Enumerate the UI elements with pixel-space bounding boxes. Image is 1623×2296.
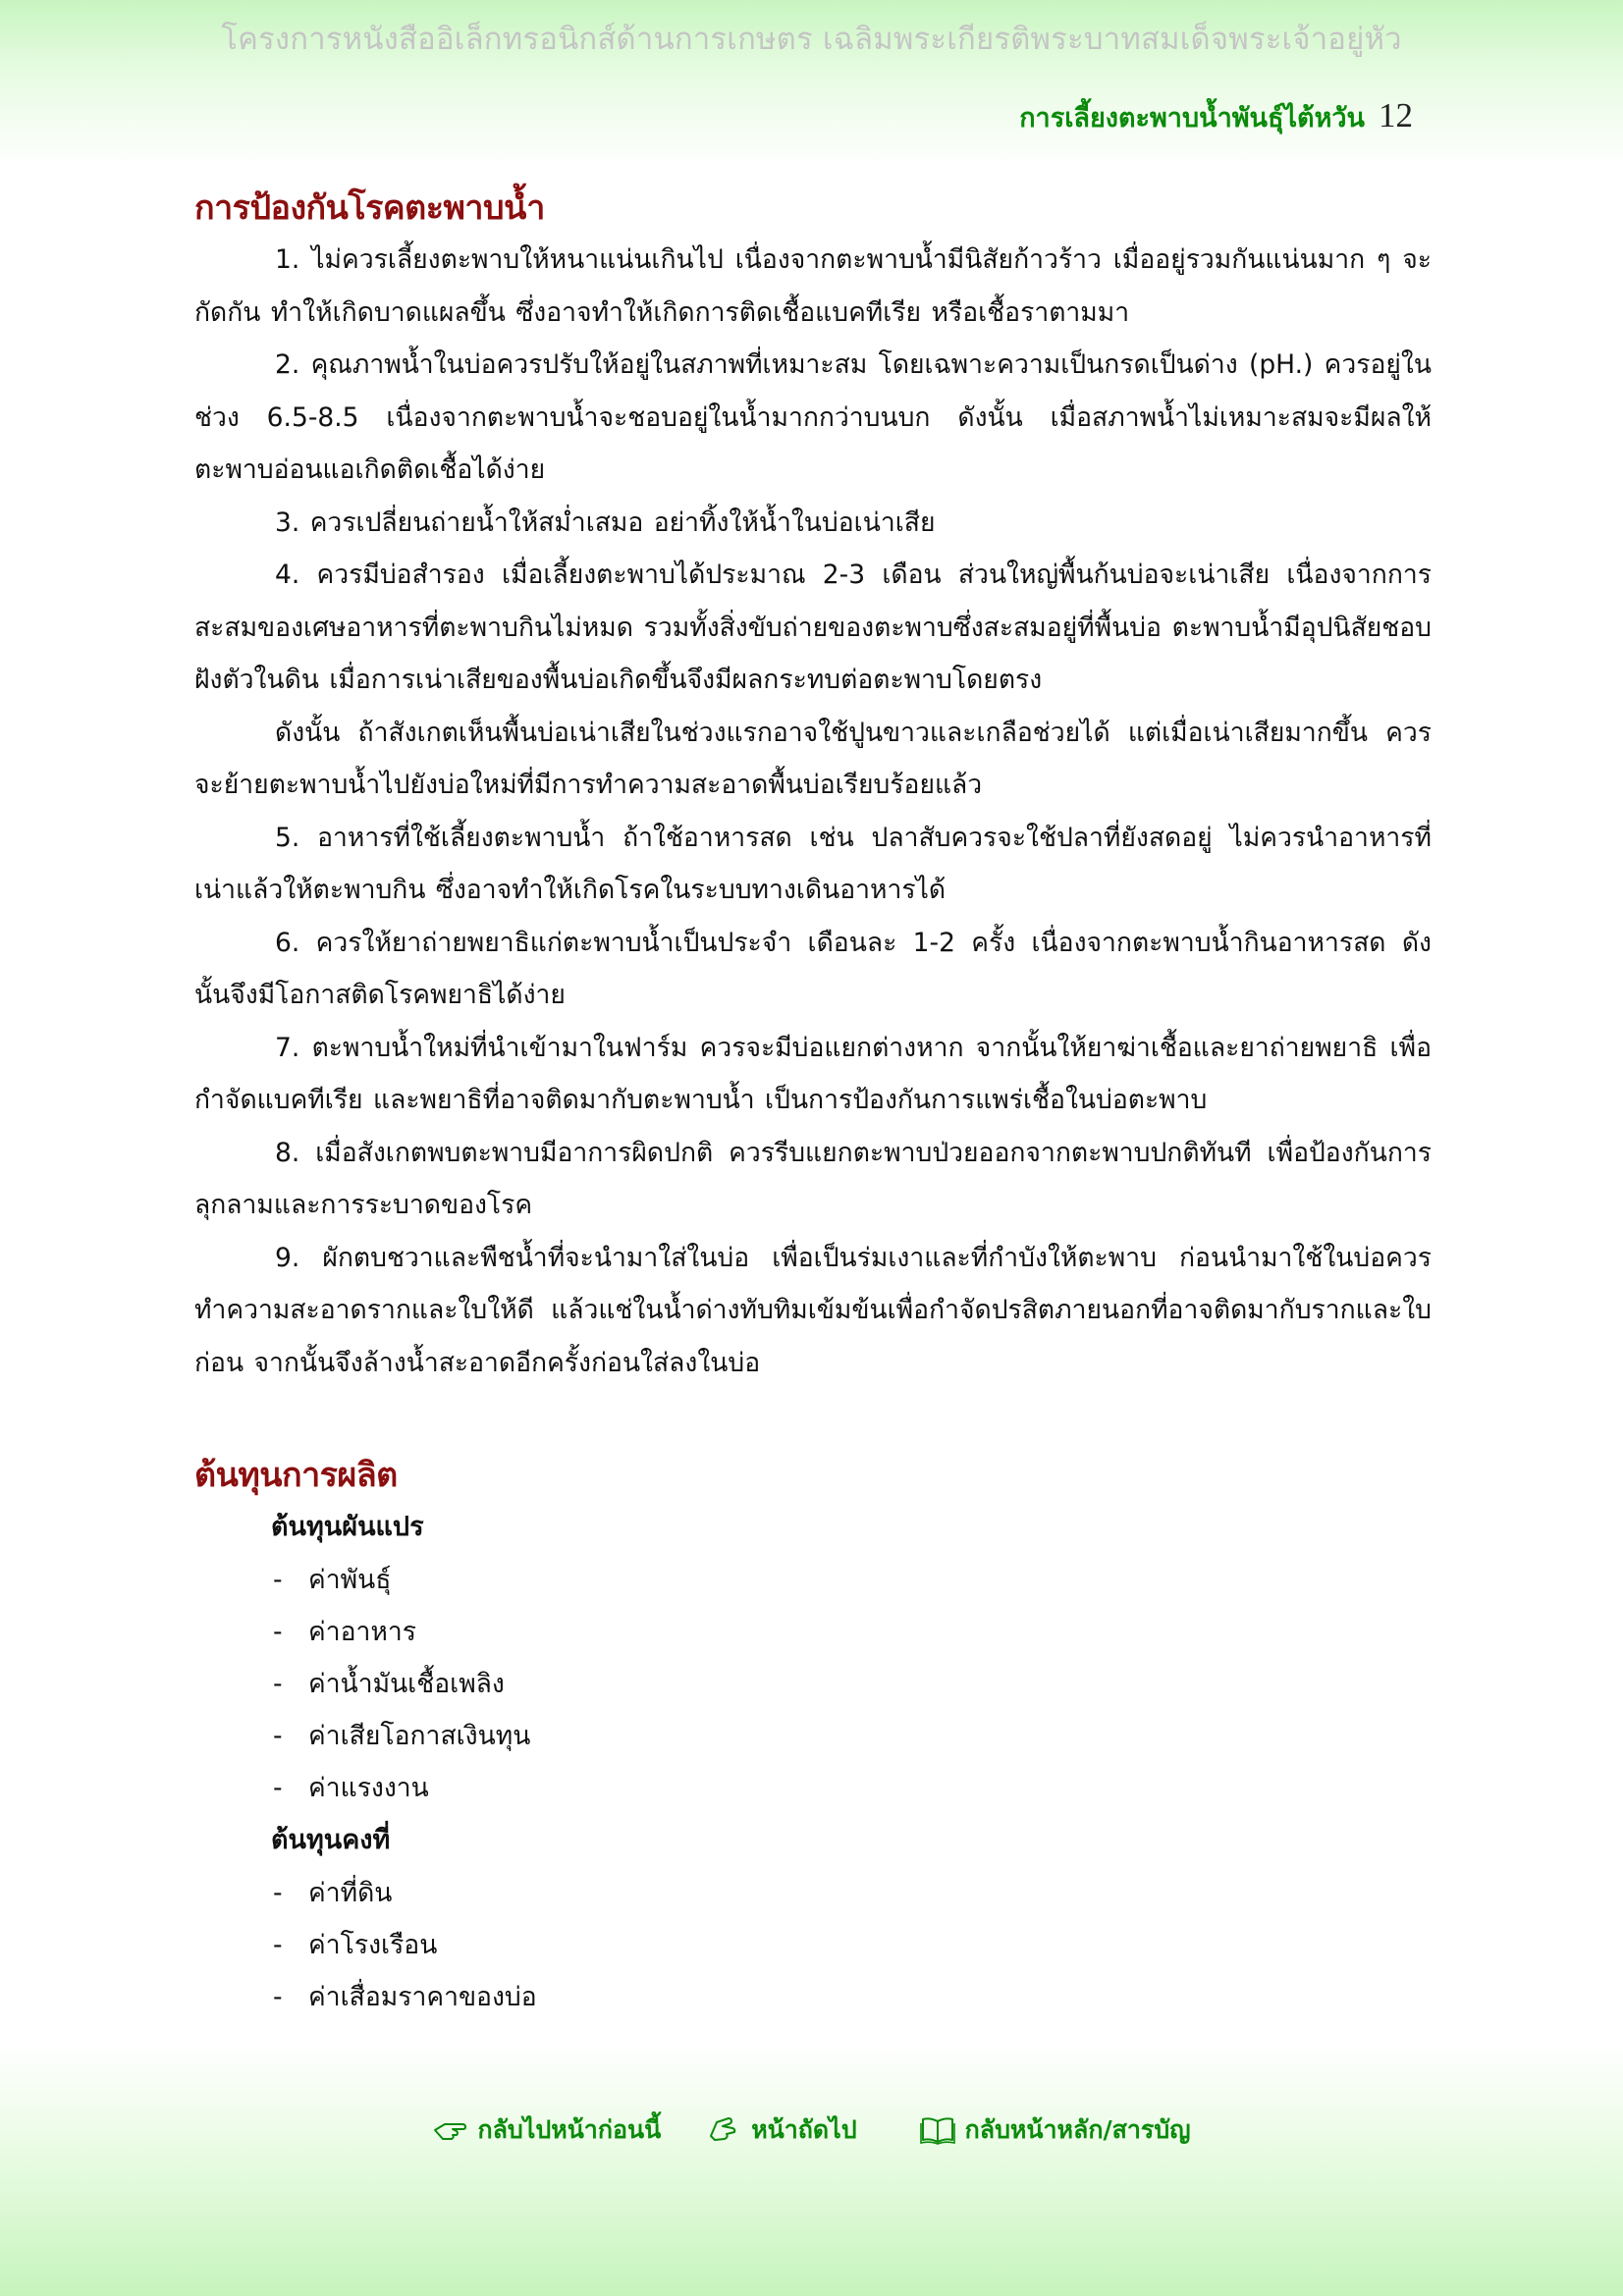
paragraph: 7. ตะพาบน้ำใหม่ที่นำเข้ามาในฟาร์ม ควรจะมีบ่อแยกต่างหาก จากนั้นให้ยาฆ่าเชื้อและยาถ่ายพยาธิ เพื่อกำจัดแบคทีเรีย และพยาธิที่อาจติดมากับตะพาบน้ำ เป็นการป้องกันการแพร่เชื้อในบ่อตะพาบ: [194, 1032, 1432, 1115]
list-bullet: -: [273, 1982, 283, 2012]
prev-page-link[interactable]: [432, 2110, 661, 2150]
section-title-cost: ต้นทุนการผลิต: [194, 1456, 398, 1495]
list-bullet: -: [273, 1617, 283, 1647]
section-title-prevention: การป้องกันโรคตะพาบน้ำ: [194, 188, 545, 228]
next-page-label: หน้าถัดไป: [751, 2115, 857, 2144]
list-bullet: -: [273, 1721, 283, 1751]
paragraph: 5. อาหารที่ใช้เลี้ยงตะพาบน้ำ ถ้าใช้อาหารสด เช่น ปลาสับควรจะใช้ปลาที่ยังสดอยู่ ไม่ควรนำอาหารที่เน่าแล้วให้ตะพาบกิน ซึ่งอาจทำให้เกิดโรคในระบบทางเดินอาหารได้: [194, 822, 1432, 905]
home-toc-label: กลับหน้าหลัก/สารบัญ: [964, 2115, 1191, 2144]
running-header: [1019, 96, 1413, 138]
list-bullet: -: [273, 1565, 283, 1595]
list-item: [273, 1867, 1432, 1919]
list-item: [273, 1658, 1432, 1710]
next-page-link[interactable]: [706, 2110, 856, 2150]
list-item-label: ค่าโรงเรือน: [308, 1930, 438, 1960]
list-item-label: ค่าพันธุ์: [308, 1565, 392, 1595]
list-item-label: ค่าที่ดิน: [308, 1878, 393, 1908]
list-item: [273, 1762, 1432, 1814]
list-item-label: ค่าน้ำมันเชื้อเพลิง: [308, 1669, 505, 1699]
list-bullet: -: [273, 1669, 283, 1699]
hand-pointing-icon: [432, 2114, 467, 2146]
list-item-label: ค่าเสียโอกาสเงินทุน: [308, 1721, 531, 1751]
home-toc-link[interactable]: [920, 2110, 1191, 2150]
page-content: [194, 183, 1432, 2023]
paragraph: 4. ควรมีบ่อสำรอง เมื่อเลี้ยงตะพาบได้ประมาณ 2-3 เดือน ส่วนใหญ่พื้นก้นบ่อจะเน่าเสีย เนื่องจากการสะสมของเศษอาหารที่ตะพาบกินไม่หมด รวมทั้งสิ่งขับถ่ายของตะพาบซึ่งสะสมอยู่ที่พื้นบ่อ ตะพาบน้ำมีอุปนิสัยชอบฝังตัวในดิน เมื่อการเน่าเสียของพื้นบ่อเกิดขึ้นจึงมีผลกระทบต่อตะพาบโดยตรง: [194, 560, 1432, 695]
prev-page-label: กลับไปหน้าก่อนนี้: [477, 2115, 662, 2144]
list-item: [273, 1554, 1432, 1606]
running-header-title: การเลี้ยงตะพาบน้ำพันธุ์ไต้หวัน: [1019, 103, 1365, 133]
list-item-label: ค่าเสื่อมราคาของบ่อ: [308, 1982, 537, 2012]
paragraph: ดังนั้น ถ้าสังเกตเห็นพื้นบ่อเน่าเสียในช่วงแรกอาจใช้ปูนขาวและเกลือช่วยได้ แต่เมื่อเน่าเสียมากขึ้น ควรจะย้ายตะพาบน้ำไปยังบ่อใหม่ที่มีการทำความสะอาดพื้นบ่อเรียบร้อยแล้ว: [194, 717, 1432, 800]
paragraph: 2. คุณภาพน้ำในบ่อควรปรับให้อยู่ในสภาพที่เหมาะสม โดยเฉพาะความเป็นกรดเป็นด่าง (pH.) ควรอยู่ในช่วง 6.5-8.5 เนื่องจากตะพาบน้ำจะชอบอยู่ในน้ำมากกว่าบนบก ดังนั้น เมื่อสภาพน้ำไม่เหมาะสมจะมีผลให้ตะพาบอ่อนแอเกิดติดเชื้อได้ง่าย: [194, 349, 1432, 485]
variable-cost-list: [194, 1554, 1432, 1814]
page-number: 12: [1379, 96, 1413, 134]
book-icon: [920, 2114, 955, 2146]
list-bullet: -: [273, 1878, 283, 1908]
paragraph: 3. ควรเปลี่ยนถ่ายน้ำให้สม่ำเสมอ อย่าทิ้งให้น้ำในบ่อเน่าเสีย: [275, 507, 936, 538]
list-item: [273, 1606, 1432, 1658]
hand-pointing-icon: [706, 2114, 741, 2146]
list-bullet: -: [273, 1773, 283, 1803]
section-spacer: [194, 1389, 1432, 1450]
banner-title: โครงการหนังสืออิเล็กทรอนิกส์ด้านการเกษตร เฉลิมพระเกียรติพระบาทสมเด็จพระเจ้าอยู่หัว: [221, 22, 1402, 57]
paragraph: 9. ผักตบชวาและพืชน้ำที่จะนำมาใส่ในบ่อ เพื่อเป็นร่มเงาและที่กำบังให้ตะพาบ ก่อนนำมาใช้ในบ่อควรทำความสะอาดรากและใบให้ดี แล้วแช่ในน้ำด่างทับทิมเข้มข้นเพื่อกำจัดปรสิตภายนอกที่อาจติดมากับรากและใบก่อน จากนั้นจึงล้างน้ำสะอาดอีกครั้งก่อนใส่ลงในบ่อ: [194, 1242, 1432, 1378]
list-item: [273, 1971, 1432, 2023]
list-item-label: ค่าอาหาร: [308, 1617, 416, 1647]
subtitle-fixed-cost: ต้นทุนคงที่: [271, 1825, 391, 1855]
paragraph: 6. ควรให้ยาถ่ายพยาธิแก่ตะพาบน้ำเป็นประจำ เดือนละ 1-2 ครั้ง เนื่องจากตะพาบน้ำกินอาหารสด ดังนั้นจึงมีโอกาสติดโรคพยาธิได้ง่าย: [194, 927, 1432, 1010]
paragraph: 8. เมื่อสังเกตพบตะพาบมีอาการผิดปกติ ควรรีบแยกตะพาบป่วยออกจากตะพาบปกติทันที เพื่อป้องกันการลุกลามและการระบาดของโรค: [194, 1137, 1432, 1220]
fixed-cost-list: [194, 1867, 1432, 2023]
paragraph: 1. ไม่ควรเลี้ยงตะพาบให้หนาแน่นเกินไป เนื่องจากตะพาบน้ำมีนิสัยก้าวร้าว เมื่ออยู่รวมกันแน่นมาก ๆ จะกัดกัน ทำให้เกิดบาดแผลขึ้น ซึ่งอาจทำให้เกิดการติดเชื้อแบคทีเรีย หรือเชื้อราตามมา: [194, 244, 1432, 328]
list-item-label: ค่าแรงงาน: [308, 1773, 429, 1803]
list-bullet: -: [273, 1930, 283, 1960]
list-item: [273, 1710, 1432, 1762]
page-navigation: [0, 2110, 1623, 2150]
subtitle-variable-cost: ต้นทุนผันแปร: [271, 1512, 424, 1542]
list-item: [273, 1919, 1432, 1971]
